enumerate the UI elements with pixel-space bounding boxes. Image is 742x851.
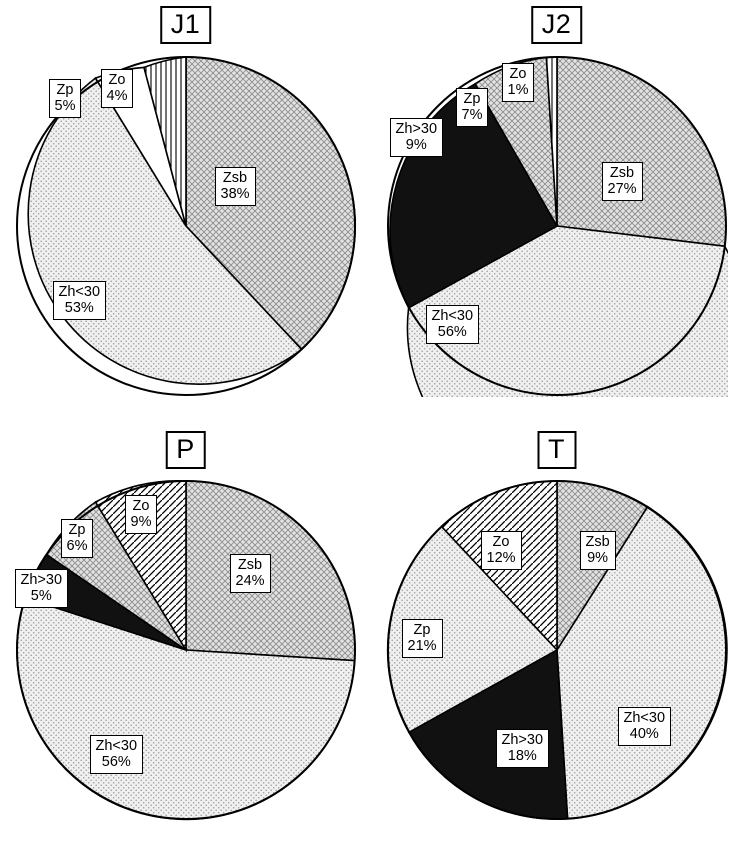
- slice-label-zh-gt: Zh>30 18%: [496, 729, 550, 768]
- panel-t: [371, 425, 742, 851]
- slice-label-zp: Zp 7%: [456, 88, 489, 127]
- panel-p: [0, 425, 371, 851]
- slice-label-zsb: Zsb 38%: [215, 167, 256, 206]
- panel-j2: [371, 0, 742, 425]
- pie-j1-wrap: [15, 55, 357, 397]
- slice-label-zsb: Zsb 27%: [602, 162, 643, 201]
- slice-label-zh-lt: Zh<30 56%: [426, 305, 480, 344]
- pie-j2: [386, 55, 728, 397]
- slice-label-zh-lt: Zh<30 56%: [90, 735, 144, 774]
- pie-t-wrap: [386, 479, 728, 821]
- panel-title-p: P: [165, 431, 206, 469]
- panel-title-j1: J1: [160, 6, 212, 44]
- slice-label-zo: Zo 12%: [481, 531, 522, 570]
- slice-label-zo: Zo 4%: [101, 69, 134, 108]
- pie-j2-svg: [386, 55, 728, 397]
- slice-label-zh-lt: Zh<30 40%: [618, 707, 672, 746]
- slice-label-zp: Zp 5%: [49, 79, 82, 118]
- slice-label-zo: Zo 9%: [125, 495, 158, 534]
- slice-label-zh-lt: Zh<30 53%: [53, 281, 107, 320]
- panel-j1: [0, 0, 371, 425]
- pie-p-wrap: [15, 479, 357, 821]
- panel-title-t: T: [537, 431, 576, 469]
- slice-label-zh-gt: Zh>30 9%: [390, 118, 444, 157]
- slice-label-zp: Zp 21%: [402, 619, 443, 658]
- slice-label-zo: Zo 1%: [502, 63, 535, 102]
- slice-label-zh-gt: Zh>30 5%: [15, 569, 69, 608]
- slice-label-zsb: Zsb 9%: [580, 531, 616, 570]
- slice-label-zsb: Zsb 24%: [230, 554, 271, 593]
- pie-j2-wrap: [386, 55, 728, 397]
- panel-title-j2: J2: [531, 6, 583, 44]
- slice-label-zp: Zp 6%: [61, 519, 94, 558]
